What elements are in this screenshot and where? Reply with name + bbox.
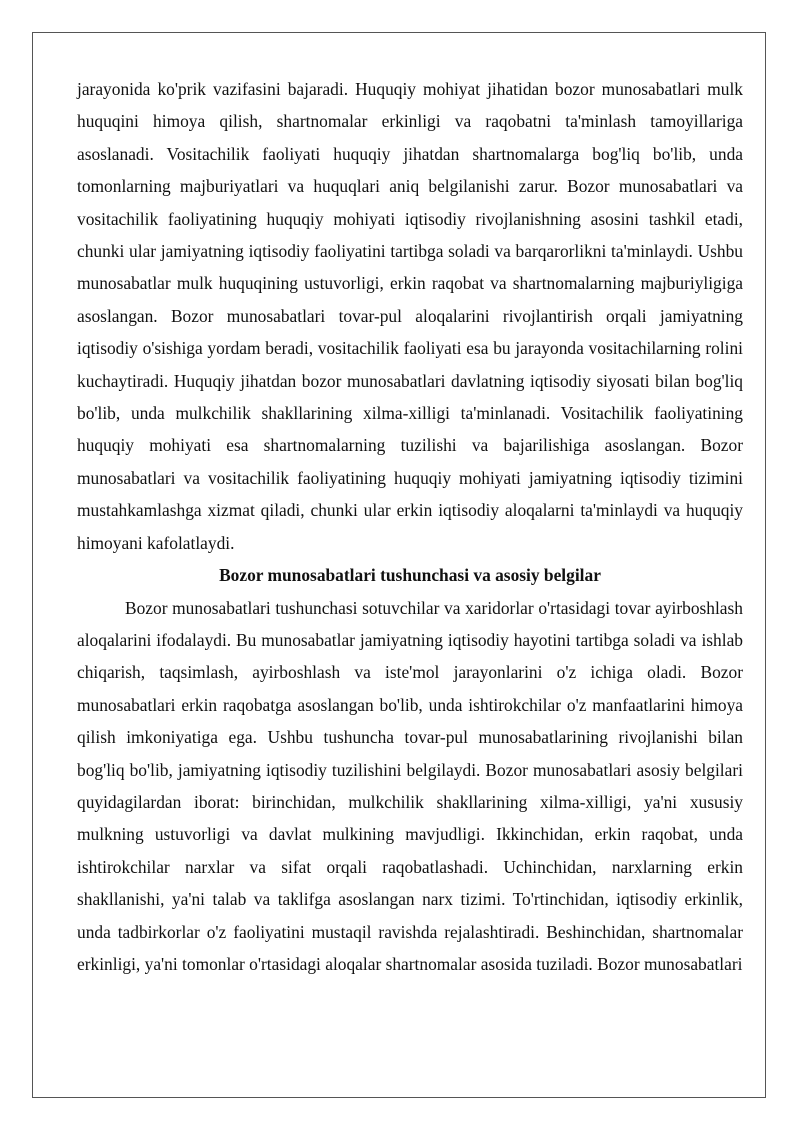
body-paragraph: Bozor munosabatlari tushunchasi sotuvchilar va xaridorlar o'rtasidagi tovar ayirboshlash aloqalarini ifodalaydi. Bu munosabatlar jamiyatning iqtisodiy hayotini tartibga soladi va ishlab chiqarish, taqsimlash, ayirboshlash va iste'mol jarayonlarini o'z ichiga oladi. Bozor munosabatlari erkin raqobatga asoslangan bo'lib, unda ishtirokchilar o'z manfaatlarini himoya qilish imkoniyatiga ega. Ushbu tushuncha tovar-pul munosabatlarining rivojlanishi bilan bog'liq bo'lib, jamiyatning iqtisodiy tuzilishini belgilaydi. Bozor munosabatlari asosiy belgilari quyidagilardan iborat: birinchidan, mulkchilik shakllarining xilma-xilligi, ya'ni xususiy mulkning ustuvorligi va davlat mulkining mavjudligi. Ikkinchidan, erkin raqobat, unda ishtirokchilar narxlar va sifat orqali raqobatlashadi. Uchinchidan, narxlarning erkin shakllanishi, ya'ni talab va taklifga asoslangan narx tizimi. To'rtinchidan, iqtisodiy erkinlik, unda tadbirkorlar o'z faoliyatini mustaqil ravishda rejalashtiradi. Beshinchidan, shartnomalar erkinligi, ya'ni tomonlar o'rtasidagi aloqalar shartnomalar asosida tuziladi. Bozor munosabatlari [77,597,743,974]
page-frame [32,32,766,1098]
body-paragraph: jarayonida ko'prik vazifasini bajaradi. Huquqiy mohiyat jihatidan bozor munosabatlari mulk huquqini himoya qilish, shartnomalar erkinligi va raqobatni ta'minlash tamoyillariga asoslanadi. Vositachilik faoliyati huquqiy jihatdan shartnomalarga bog'liq bo'lib, unda tomonlarning majburiyatlari va huquqlari aniq belgilanishi zarur. Bozor munosabatlari va vositachilik faoliyatining huquqiy mohiyati iqtisodiy rivojlanishning asosini tashkil etadi, chunki ular jamiyatning iqtisodiy faoliyatini tartibga soladi va barqarorlikni ta'minlaydi. Ushbu munosabatlar mulk huquqining ustuvorligi, erkin raqobat va shartnomalarning majburiyligiga asoslangan. Bozor munosabatlari tovar-pul aloqalarini rivojlantirish orqali jamiyatning iqtisodiy o'sishiga yordam beradi, vositachilik faoliyati esa bu jarayonda vositachilarning rolini kuchaytiradi. Huquqiy jihatdan bozor munosabatlari davlatning iqtisodiy siyosati bilan bog'liq bo'lib, unda mulkchilik shakllarining xilma-xilligi ta'minlanadi. Vositachilik faoliyatining huquqiy mohiyati esa shartnomalarning tuzilishi va bajarilishiga asoslangan. Bozor munosabatlari va vositachilik faoliyatining huquqiy mohiyati jamiyatning iqtisodiy tizimini mustahkamlashga xizmat qiladi, chunki ular erkin iqtisodiy aloqalarni ta'minlaydi va huquqiy himoyani kafolatlaydi. [77,79,743,553]
page-content [77,73,743,980]
section-heading: Bozor munosabatlari tushunchasi va asosiy belgilar [219,565,601,586]
